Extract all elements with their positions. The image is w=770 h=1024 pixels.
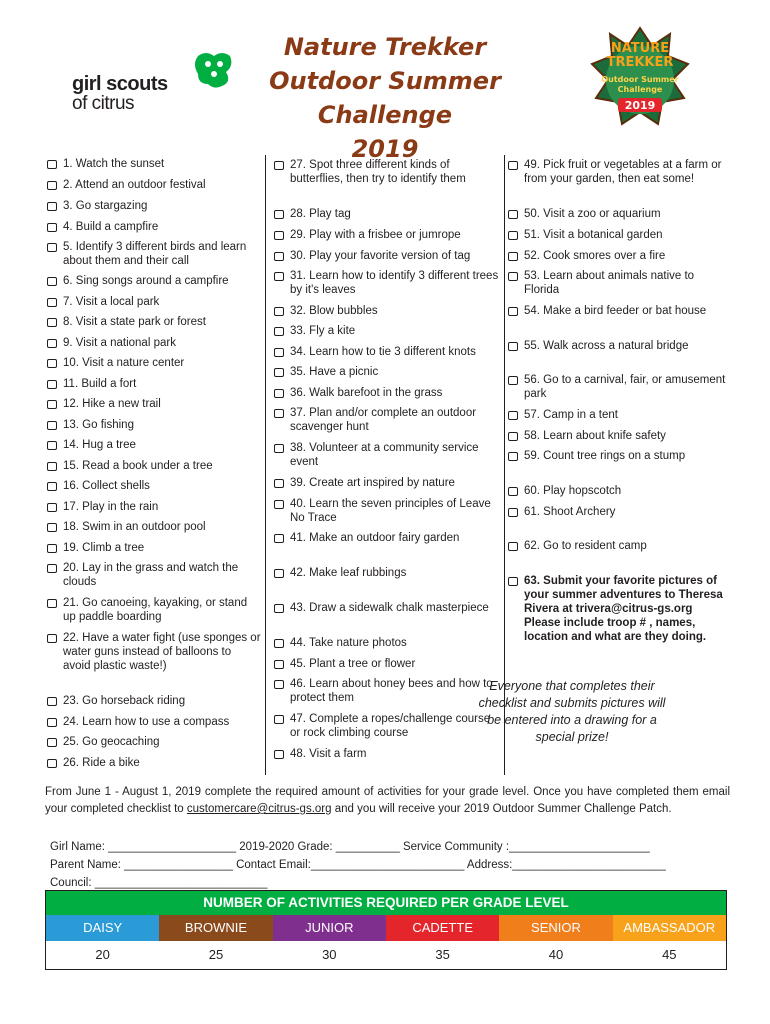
- activity-count-ambassador: 45: [662, 947, 677, 962]
- checklist-item-label: 58. Learn about knife safety: [524, 430, 666, 442]
- checklist-item-label: 31. Learn how to identify 3 different trees by it's leaves: [290, 270, 499, 296]
- checkbox[interactable]: [47, 718, 57, 727]
- checklist-item: [274, 531, 500, 545]
- checkbox[interactable]: [47, 634, 57, 643]
- checklist-item: [47, 315, 261, 329]
- checklist-item-label: 29. Play with a frisbee or jumrope: [290, 229, 461, 241]
- checklist-item: [508, 429, 726, 443]
- checklist-item: [274, 304, 500, 318]
- checklist-item: [508, 484, 726, 498]
- checklist-item: [47, 631, 261, 673]
- checklist-item-label: 14. Hug a tree: [63, 439, 136, 451]
- grade-table-heading: NUMBER OF ACTIVITIES REQUIRED PER GRADE LEVEL: [46, 891, 726, 915]
- checklist-item: [274, 406, 500, 434]
- checklist-item-label: 8. Visit a state park or forest: [63, 316, 206, 328]
- checkbox[interactable]: [508, 161, 518, 170]
- checklist-item: [47, 240, 261, 268]
- checklist-item: [274, 269, 500, 297]
- grade-level-row: [46, 915, 726, 941]
- checklist-item: [47, 479, 261, 493]
- checkbox[interactable]: [47, 441, 57, 450]
- checkbox[interactable]: [47, 564, 57, 573]
- activity-count-junior: 30: [322, 947, 337, 962]
- checkbox[interactable]: [47, 697, 57, 706]
- checkbox[interactable]: [274, 479, 284, 488]
- checklist-item-label: 21. Go canoeing, kayaking, or stand up paddle boarding: [63, 597, 248, 623]
- checklist-item-label: 24. Learn how to use a compass: [63, 716, 230, 728]
- checklist-item-label: 51. Visit a botanical garden: [524, 229, 663, 241]
- checklist-item: [47, 157, 261, 171]
- form-line-girl-name[interactable]: Girl Name: ____________________ 2019-2020 Grade: __________ Service Community :______________________: [50, 841, 650, 853]
- checklist-item-label: 56. Go to a carnival, fair, or amusement park: [524, 374, 726, 400]
- checklist-item: [47, 520, 261, 534]
- logo-line1: girl scouts: [72, 73, 168, 95]
- checklist-item-label: 57. Camp in a tent: [524, 409, 618, 421]
- grade-level-ambassador: AMBASSADOR: [613, 915, 726, 941]
- instructions-paragraph: [45, 784, 730, 818]
- checklist-item-label: 18. Swim in an outdoor pool: [63, 521, 206, 533]
- checklist-item: [508, 304, 726, 318]
- checklist-item: [47, 397, 261, 411]
- checkbox[interactable]: [47, 181, 57, 190]
- checklist-item-label: 22. Have a water fight (use sponges or water guns instead of balloons to avoid plastic waste!): [63, 632, 261, 672]
- checklist-item: [274, 712, 500, 740]
- checkbox[interactable]: [274, 161, 284, 170]
- checklist-item-label: 26. Ride a bike: [63, 757, 140, 769]
- grade-level-brownie: BROWNIE: [159, 915, 272, 941]
- checklist-item: [274, 345, 500, 359]
- checkbox[interactable]: [47, 160, 57, 169]
- checklist-item: [508, 505, 726, 519]
- checklist-column-1: [45, 155, 265, 775]
- checklist-item-label: 7. Visit a local park: [63, 296, 160, 308]
- checkbox[interactable]: [274, 444, 284, 453]
- checklist-item: [274, 324, 500, 338]
- checklist-item: [274, 476, 500, 490]
- checkbox[interactable]: [47, 380, 57, 389]
- checkbox[interactable]: [47, 243, 57, 252]
- checklist-item-label: 2. Attend an outdoor festival: [63, 179, 206, 191]
- checklist-item: [47, 541, 261, 555]
- checklist-item-label: 16. Collect shells: [63, 480, 150, 492]
- checklist-item: [47, 438, 261, 452]
- nature-trekker-badge: [590, 24, 690, 134]
- checkbox[interactable]: [508, 508, 518, 517]
- checklist-item-label: 50. Visit a zoo or aquarium: [524, 208, 661, 220]
- checkbox[interactable]: [47, 277, 57, 286]
- checklist-item-label: 17. Play in the rain: [63, 501, 159, 513]
- checklist-item-label: 47. Complete a ropes/challenge course or rock climbing course: [290, 713, 491, 739]
- checkbox[interactable]: [47, 400, 57, 409]
- checklist-item: [47, 561, 261, 589]
- checklist-item: [274, 441, 500, 469]
- checkbox[interactable]: [274, 660, 284, 669]
- checkbox[interactable]: [47, 503, 57, 512]
- form-line-parent-name[interactable]: Parent Name: _________________ Contact Email:________________________ Address:________________________: [50, 859, 666, 871]
- checklist-item: [47, 735, 261, 749]
- checklist-item-label: 43. Draw a sidewalk chalk masterpiece: [290, 602, 489, 614]
- checklist-item-label: 46. Learn about honey bees and how to protect them: [290, 678, 493, 704]
- checkbox[interactable]: [47, 544, 57, 553]
- checklist-item-label: 49. Pick fruit or vegetables at a farm or from your garden, then eat some!: [524, 159, 722, 185]
- checklist-item-label: 23. Go horseback riding: [63, 695, 186, 707]
- checkbox[interactable]: [508, 542, 518, 551]
- checklist-item: [508, 228, 726, 242]
- checklist-item-label: 5. Identify 3 different birds and learn about them and their call: [63, 241, 247, 267]
- checklist-item: [47, 356, 261, 370]
- checklist-item: [274, 636, 500, 650]
- grade-level-daisy: DAISY: [46, 915, 159, 941]
- checkbox[interactable]: [274, 569, 284, 578]
- checkbox[interactable]: [274, 307, 284, 316]
- activity-count-senior: 40: [548, 947, 564, 962]
- checklist-item-label: 19. Climb a tree: [63, 542, 145, 554]
- page-title: [200, 30, 570, 166]
- checkbox[interactable]: [47, 202, 57, 211]
- checklist-item-label: 6. Sing songs around a campfire: [63, 275, 229, 287]
- checklist-item-label: 28. Play tag: [290, 208, 351, 220]
- checklist-item-label: 36. Walk barefoot in the grass: [290, 387, 443, 399]
- checklist-item: [508, 249, 726, 263]
- checkbox[interactable]: [47, 359, 57, 368]
- checklist-item-label: 60. Play hopscotch: [524, 485, 622, 497]
- checkbox[interactable]: [47, 223, 57, 232]
- checklist-item-label: 45. Plant a tree or flower: [290, 658, 416, 670]
- checklist-item-label: 59. Count tree rings on a stump: [524, 450, 686, 462]
- checklist-item-label: 34. Learn how to tie 3 different knots: [290, 346, 476, 358]
- checkbox[interactable]: [47, 523, 57, 532]
- checkbox[interactable]: [274, 500, 284, 509]
- checklist-item: [47, 199, 261, 213]
- title-line3: 2019: [351, 135, 419, 163]
- checklist-item: [274, 207, 500, 221]
- badge-line3: Outdoor Summer: [601, 75, 679, 84]
- checklist-item: [274, 657, 500, 671]
- badge-year: 2019: [624, 99, 656, 112]
- checklist-item: [508, 339, 726, 353]
- checklist-item: [274, 249, 500, 263]
- checklist-item-label: 48. Visit a farm: [290, 748, 367, 760]
- grade-level-cadette: CADETTE: [386, 915, 499, 941]
- checkbox[interactable]: [47, 298, 57, 307]
- checklist-item-label: 62. Go to resident camp: [524, 540, 647, 552]
- checklist-item: [508, 158, 726, 186]
- checklist-item: [274, 601, 500, 615]
- checklist-item-label: 33. Fly a kite: [290, 325, 356, 337]
- checkbox[interactable]: [274, 348, 284, 357]
- checklist-item: [274, 365, 500, 379]
- checkbox[interactable]: [274, 534, 284, 543]
- checklist-item: [47, 274, 261, 288]
- checklist-item: [508, 269, 726, 297]
- grade-level-junior: JUNIOR: [273, 915, 386, 941]
- checkbox[interactable]: [274, 409, 284, 418]
- checklist-item: [47, 295, 261, 309]
- customercare-email-link[interactable]: customercare@citrus-gs.org: [186, 803, 332, 815]
- checkbox[interactable]: [508, 210, 518, 219]
- checklist-item: [47, 694, 261, 708]
- checkbox[interactable]: [47, 318, 57, 327]
- checkbox[interactable]: [508, 411, 518, 420]
- checklist-item: [47, 377, 261, 391]
- checkbox[interactable]: [274, 715, 284, 724]
- checklist-item: [508, 449, 726, 463]
- checklist-item: [47, 459, 261, 473]
- title-line1: Nature Trekker: [283, 33, 487, 61]
- badge-line4: Challenge: [617, 85, 663, 94]
- checklist-item: [274, 747, 500, 761]
- checklist-item-label: 42. Make leaf rubbings: [290, 567, 407, 579]
- checkbox[interactable]: [508, 231, 518, 240]
- checkbox[interactable]: [47, 738, 57, 747]
- checklist-item-label: 35. Have a picnic: [290, 366, 379, 378]
- checklist-item-label: 32. Blow bubbles: [290, 305, 378, 317]
- checklist-item-label: 52. Cook smores over a fire: [524, 250, 666, 262]
- checklist-item-label: 13. Go fishing: [63, 419, 134, 431]
- form-line-council[interactable]: Council: ___________________________: [50, 877, 268, 889]
- checkbox[interactable]: [47, 462, 57, 471]
- checklist-item-label: 40. Learn the seven principles of Leave No Trace: [290, 498, 491, 524]
- checklist-item: [274, 677, 500, 705]
- instructions-text-before: From June 1 - August 1, 2019 complete the required amount of activities for your grade level. Once you have completed them email your completed checklist to: [45, 786, 730, 815]
- checkbox[interactable]: [508, 272, 518, 281]
- checkbox[interactable]: [274, 252, 284, 261]
- checkbox[interactable]: [508, 432, 518, 441]
- checkbox[interactable]: [508, 307, 518, 316]
- checklist-item-label: 44. Take nature photos: [290, 637, 407, 649]
- checkbox[interactable]: [274, 231, 284, 240]
- checklist-item: [47, 500, 261, 514]
- checklist-item-label: 30. Play your favorite version of tag: [290, 250, 471, 262]
- checklist-item: [47, 178, 261, 192]
- checklist-item-label: 11. Build a fort: [63, 378, 137, 390]
- checklist-item-label: 37. Plan and/or complete an outdoor scavenger hunt: [290, 407, 477, 433]
- checkbox[interactable]: [274, 389, 284, 398]
- checklist-item-label: 61. Shoot Archery: [524, 506, 616, 518]
- checklist-item: [274, 386, 500, 400]
- checkbox[interactable]: [47, 421, 57, 430]
- checklist-item: [508, 574, 726, 644]
- checkbox[interactable]: [508, 487, 518, 496]
- checklist-item-label: 10. Visit a nature center: [63, 357, 185, 369]
- logo-line2: of citrus: [72, 93, 135, 114]
- checkbox[interactable]: [274, 750, 284, 759]
- checkbox[interactable]: [274, 639, 284, 648]
- checkbox[interactable]: [274, 368, 284, 377]
- info-form: [50, 838, 730, 892]
- activity-count-row: [46, 941, 726, 969]
- checklist-item: [274, 158, 500, 186]
- checklist-item-label: 15. Read a book under a tree: [63, 460, 213, 472]
- checklist-item: [274, 566, 500, 580]
- grade-level-table: [45, 890, 727, 970]
- checklist-item-label: 12. Hike a new trail: [63, 398, 161, 410]
- checkbox[interactable]: [508, 342, 518, 351]
- checklist-item: [47, 220, 261, 234]
- checklist-item: [508, 408, 726, 422]
- prize-note: Everyone that completes their checklist and submits pictures will be entered into a drawing for a special prize!: [478, 679, 666, 744]
- checkbox[interactable]: [508, 452, 518, 461]
- badge-line1: NATURE: [610, 41, 670, 56]
- checkbox[interactable]: [274, 272, 284, 281]
- checkbox[interactable]: [508, 577, 518, 586]
- checklist-item: [47, 418, 261, 432]
- checklist-item-label: 9. Visit a national park: [63, 337, 176, 349]
- checklist-item-label: 53. Learn about animals native to Florida: [524, 270, 695, 296]
- checklist-item: [47, 596, 261, 624]
- checklist-item-label: 39. Create art inspired by nature: [290, 477, 455, 489]
- checklist-item: [47, 336, 261, 350]
- checklist-item: [47, 715, 261, 729]
- checkbox[interactable]: [274, 680, 284, 689]
- activity-count-daisy: 20: [95, 947, 110, 962]
- checklist-item-label: 3. Go stargazing: [63, 200, 148, 212]
- checklist-item-label: 55. Walk across a natural bridge: [524, 340, 689, 352]
- checklist-item: [274, 228, 500, 242]
- checklist-item-label: 38. Volunteer at a community service event: [290, 442, 479, 468]
- checklist-item-label: 1. Watch the sunset: [63, 158, 165, 170]
- instructions-text-after: and you will receive your 2019 Outdoor Summer Challenge Patch.: [331, 803, 672, 815]
- checkbox[interactable]: [274, 327, 284, 336]
- checklist-item-label: 25. Go geocaching: [63, 736, 160, 748]
- badge-line2: TREKKER: [606, 55, 674, 70]
- checkbox[interactable]: [47, 599, 57, 608]
- checkbox[interactable]: [47, 339, 57, 348]
- checkbox[interactable]: [47, 482, 57, 491]
- checklist-item-label: 41. Make an outdoor fairy garden: [290, 532, 460, 544]
- checklist-item-label: 54. Make a bird feeder or bat house: [524, 305, 707, 317]
- checkbox[interactable]: [274, 604, 284, 613]
- checkbox[interactable]: [47, 759, 57, 768]
- checklist-item: [47, 756, 261, 770]
- checklist-item: [508, 207, 726, 221]
- checklist-item-label: 63. Submit your favorite pictures of your summer adventures to Theresa Rivera at trivera@citrus-gs.org Please include troop # , names, location and what are they doing.: [524, 575, 723, 643]
- checkbox[interactable]: [508, 376, 518, 385]
- activity-count-cadette: 35: [435, 947, 450, 962]
- checklist-item: [274, 497, 500, 525]
- grade-level-senior: SENIOR: [499, 915, 612, 941]
- checklist-column-2: [265, 155, 505, 775]
- checklist-item-label: 4. Build a campfire: [63, 221, 159, 233]
- checklist-item-label: 20. Lay in the grass and watch the clouds: [63, 562, 239, 588]
- checklist-item: [508, 539, 726, 553]
- checkbox[interactable]: [508, 252, 518, 261]
- activity-count-brownie: 25: [208, 947, 224, 962]
- checklist-item-label: 27. Spot three different kinds of butterflies, then try to identify them: [290, 159, 466, 185]
- checkbox[interactable]: [274, 210, 284, 219]
- checklist-item: [508, 373, 726, 401]
- title-line2: Outdoor Summer Challenge: [269, 67, 501, 129]
